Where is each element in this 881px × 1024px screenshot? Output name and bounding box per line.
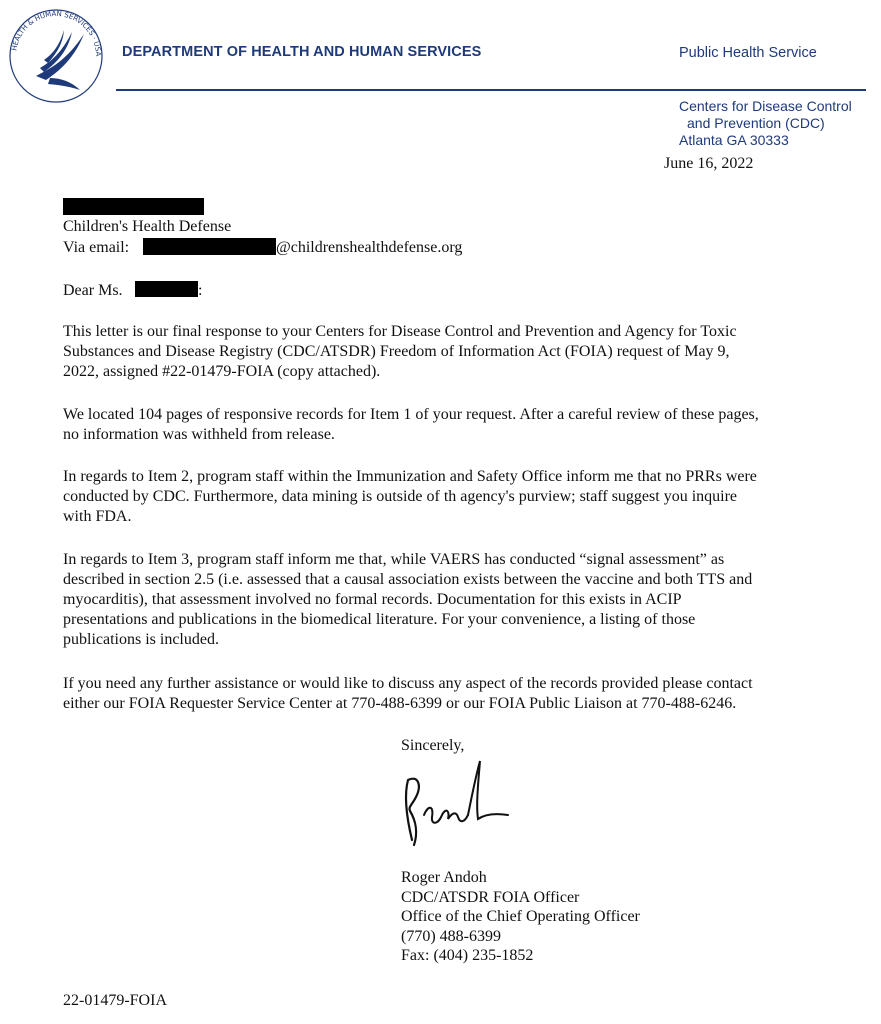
paragraph-5-line: If you need any further assistance or would like to discuss any aspect of the records provided please contact	[63, 675, 753, 692]
cdc-address-block	[672, 98, 872, 149]
cdc-line: Atlanta GA 30333	[679, 132, 789, 148]
signer-title: CDC/ATSDR FOIA Officer	[401, 888, 580, 906]
paragraph-4-line: myocarditis), that assessment involved no formal records. Documentation for this exists in ACIP	[63, 591, 682, 608]
salutation-suffix: :	[198, 282, 203, 299]
paragraph-4-line: presentations and publications in the biomedical literature. For your convenience, a listing of those	[63, 611, 696, 628]
signer-fax: Fax: (404) 235-1852	[401, 947, 534, 964]
svg-text:HEALTH & HUMAN SERVICES · USA: HEALTH & HUMAN SERVICES · USA	[10, 9, 103, 57]
paragraph-1-line: This letter is our final response to your Centers for Disease Control and Prevention and Agency for Toxic	[63, 323, 737, 340]
paragraph-1-line: Substances and Disease Registry (CDC/ATSDR) Freedom of Information Act (FOIA) request of May 9,	[63, 343, 730, 360]
header-divider	[116, 89, 866, 91]
hhs-seal-logo	[6, 6, 106, 106]
paragraph-4-line: described in section 2.5 (i.e. assessed that a causal association exists between the vaccine and both TTS and	[63, 571, 753, 588]
recipient-organization: Children's Health Defense	[63, 218, 232, 235]
paragraph-4-line: publications is included.	[63, 631, 219, 648]
signer-phone: (770) 488-6399	[401, 927, 501, 945]
paragraph-4-line: In regards to Item 3, program staff inform me that, while VAERS has conducted “signal assessment” as	[63, 551, 725, 568]
public-health-service-label: Public Health Service	[679, 45, 817, 61]
signer-office: Office of the Chief Operating Officer	[401, 908, 640, 925]
paragraph-3-line: In regards to Item 2, program staff within the Immunization and Safety Office inform me that no PRRs were	[63, 468, 757, 485]
agency-name: DEPARTMENT OF HEALTH AND HUMAN SERVICES	[122, 44, 482, 60]
email-label: Via email:	[63, 239, 130, 256]
handwritten-signature	[398, 755, 518, 855]
redacted-recipient-name	[63, 198, 204, 215]
paragraph-1-line: 2022, assigned #22-01479-FOIA (copy attached).	[63, 363, 381, 380]
redacted-email-user	[143, 238, 276, 255]
signer-block	[401, 868, 640, 966]
footer-reference-number: 22-01479-FOIA	[63, 992, 167, 1009]
paragraph-3-line: conducted by CDC. Furthermore, data mining is outside of th agency's purview; staff suggest you inquire	[63, 488, 738, 505]
cdc-line: and Prevention (CDC)	[687, 115, 825, 131]
paragraph-2-line: We located 104 pages of responsive records for Item 1 of your request. After a careful review of these pages,	[63, 406, 759, 423]
recipient-email-domain: @childrenshealthdefense.org	[276, 239, 463, 256]
paragraph-3-line: with FDA.	[63, 508, 132, 525]
paragraph-2-line: no information was withheld from release.	[63, 426, 335, 443]
redacted-salutation-name	[135, 281, 198, 297]
signer-name: Roger Andoh	[401, 869, 487, 886]
cdc-line: Centers for Disease Control	[679, 98, 852, 114]
paragraph-5-line: either our FOIA Requester Service Center at 770-488-6399 or our FOIA Public Liaison at 770-488-6246.	[63, 695, 737, 712]
closing: Sincerely,	[401, 737, 465, 754]
salutation-prefix: Dear Ms.	[63, 282, 123, 299]
recipient-email-line	[63, 238, 129, 257]
letter-date: June 16, 2022	[664, 155, 754, 172]
